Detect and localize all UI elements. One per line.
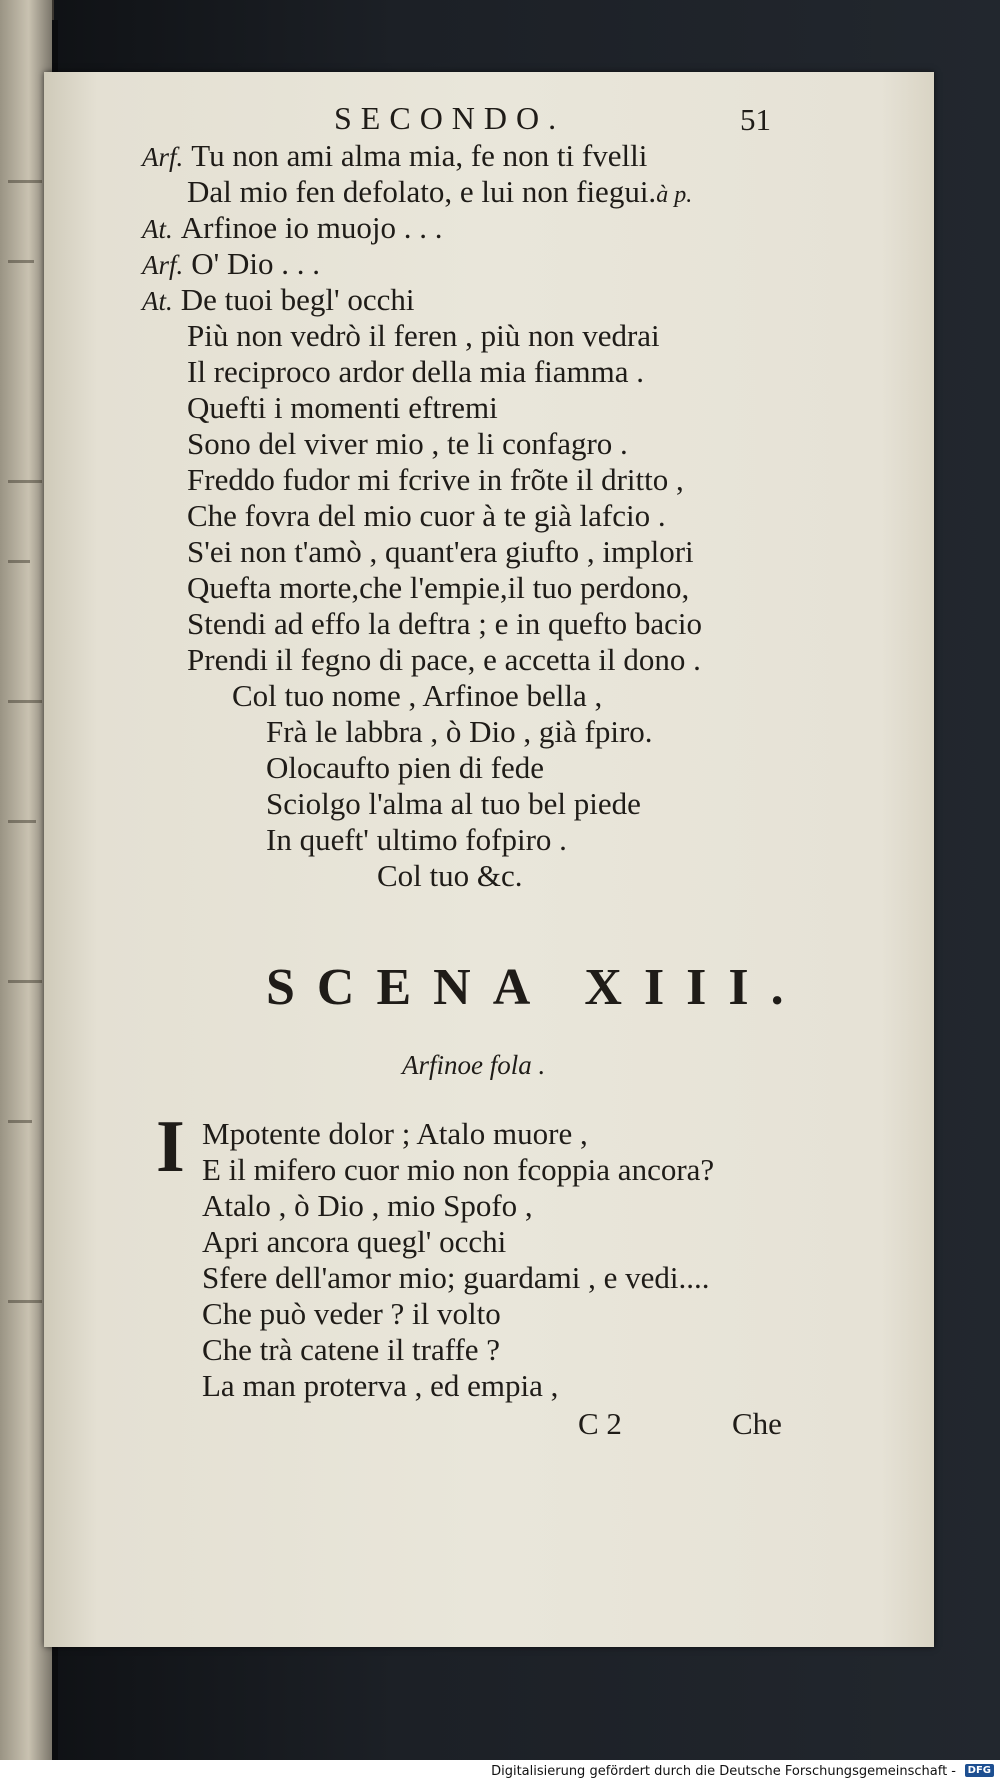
verse-line: Il reciproco ardor della mia fiamma . [187,354,645,389]
verse-line: Atalo , ò Dio , mio Spofo , [202,1188,533,1223]
speaker-label: At. [142,214,173,244]
verse-line [187,176,692,207]
verse-line: Quefta morte,che l'empie,il tuo perdono, [187,570,690,605]
verse-line: E il mifero cuor mio non fcoppia ancora? [202,1152,715,1187]
verse-line: S'ei non t'amò , quant'era giufto , implori [187,534,694,569]
line-text: Arfinoe io muojo . . . [180,210,443,245]
aria-line: Frà le labbra , ò Dio , già fpiro. [266,714,653,749]
verse-line: Sono del viver mio , te li confagro . [187,426,628,461]
digitization-footer [0,1760,1000,1783]
speaker-label: At. [142,286,173,316]
bleed-mark [8,1120,32,1123]
verse-line [142,212,443,243]
verse-line: Apri ancora quegl' occhi [202,1224,507,1259]
aria-line: Sciolgo l'alma al tuo bel piede [266,786,641,821]
aria-da-capo: Col tuo &c. [377,858,523,893]
verse-line: Più non vedrò il feren , più non vedrai [187,318,660,353]
scene-character: Arfinoe fola . [402,1050,546,1080]
line-text: De tuoi begl' occhi [180,282,415,317]
book-page [44,72,934,1647]
drop-cap: I [156,1106,185,1188]
signature-mark: C 2 [578,1406,622,1441]
verse-line: Quefti i momenti eftremi [187,390,498,425]
verse-line: Sfere dell'amor mio; guardami , e vedi.... [202,1260,710,1295]
line-text: Dal mio fen defolato, e lui non fiegui. [187,174,657,209]
bleed-mark [8,820,36,823]
bleed-mark [8,700,42,703]
bleed-mark [8,980,42,983]
verse-line: Freddo fudor mi fcrive in frõte il dritto , [187,462,684,497]
verse-line [142,140,647,171]
verse-line: Stendi ad effo la deftra ; e in quefto bacio [187,606,703,641]
speaker-label: Arf. [142,142,184,172]
stage-direction: à p. [656,182,693,208]
line-text: Tu non ami alma mia, fe non ti fvelli [191,138,648,173]
bleed-mark [8,560,30,563]
verse-line: Prendi il fegno di pace, e accetta il dono . [187,642,701,677]
bleed-mark [8,1300,42,1303]
footer-credit: Digitalisierung gefördert durch die Deutsche Forschungsgemeinschaft - [491,1764,956,1779]
verse-line: Che può veder ? il volto [202,1296,501,1331]
speaker-label: Arf. [142,250,184,280]
bleed-mark [8,480,42,483]
line-text: O' Dio . . . [191,246,320,281]
verse-line [142,284,414,315]
dfg-logo-icon: DFG [965,1764,994,1777]
scene-title: SCENA XIII. [266,959,806,1016]
verse-line: Che fovra del mio cuor à te già lafcio . [187,498,666,533]
bleed-mark [8,180,42,183]
aria-line: Col tuo nome , Arfinoe bella , [232,678,603,713]
catchword: Che [732,1406,782,1441]
aria-line: In queft' ultimo fofpiro . [266,822,567,857]
page-number: 51 [740,102,771,137]
verse-line: Mpotente dolor ; Atalo muore , [202,1116,588,1151]
aria-line: Olocaufto pien di fede [266,750,545,785]
verse-line: Che trà catene il traffe ? [202,1332,501,1367]
verse-line [142,248,320,279]
running-head: SECONDO. [334,100,566,136]
verse-line: La man proterva , ed empia , [202,1368,559,1403]
bleed-mark [8,260,34,263]
